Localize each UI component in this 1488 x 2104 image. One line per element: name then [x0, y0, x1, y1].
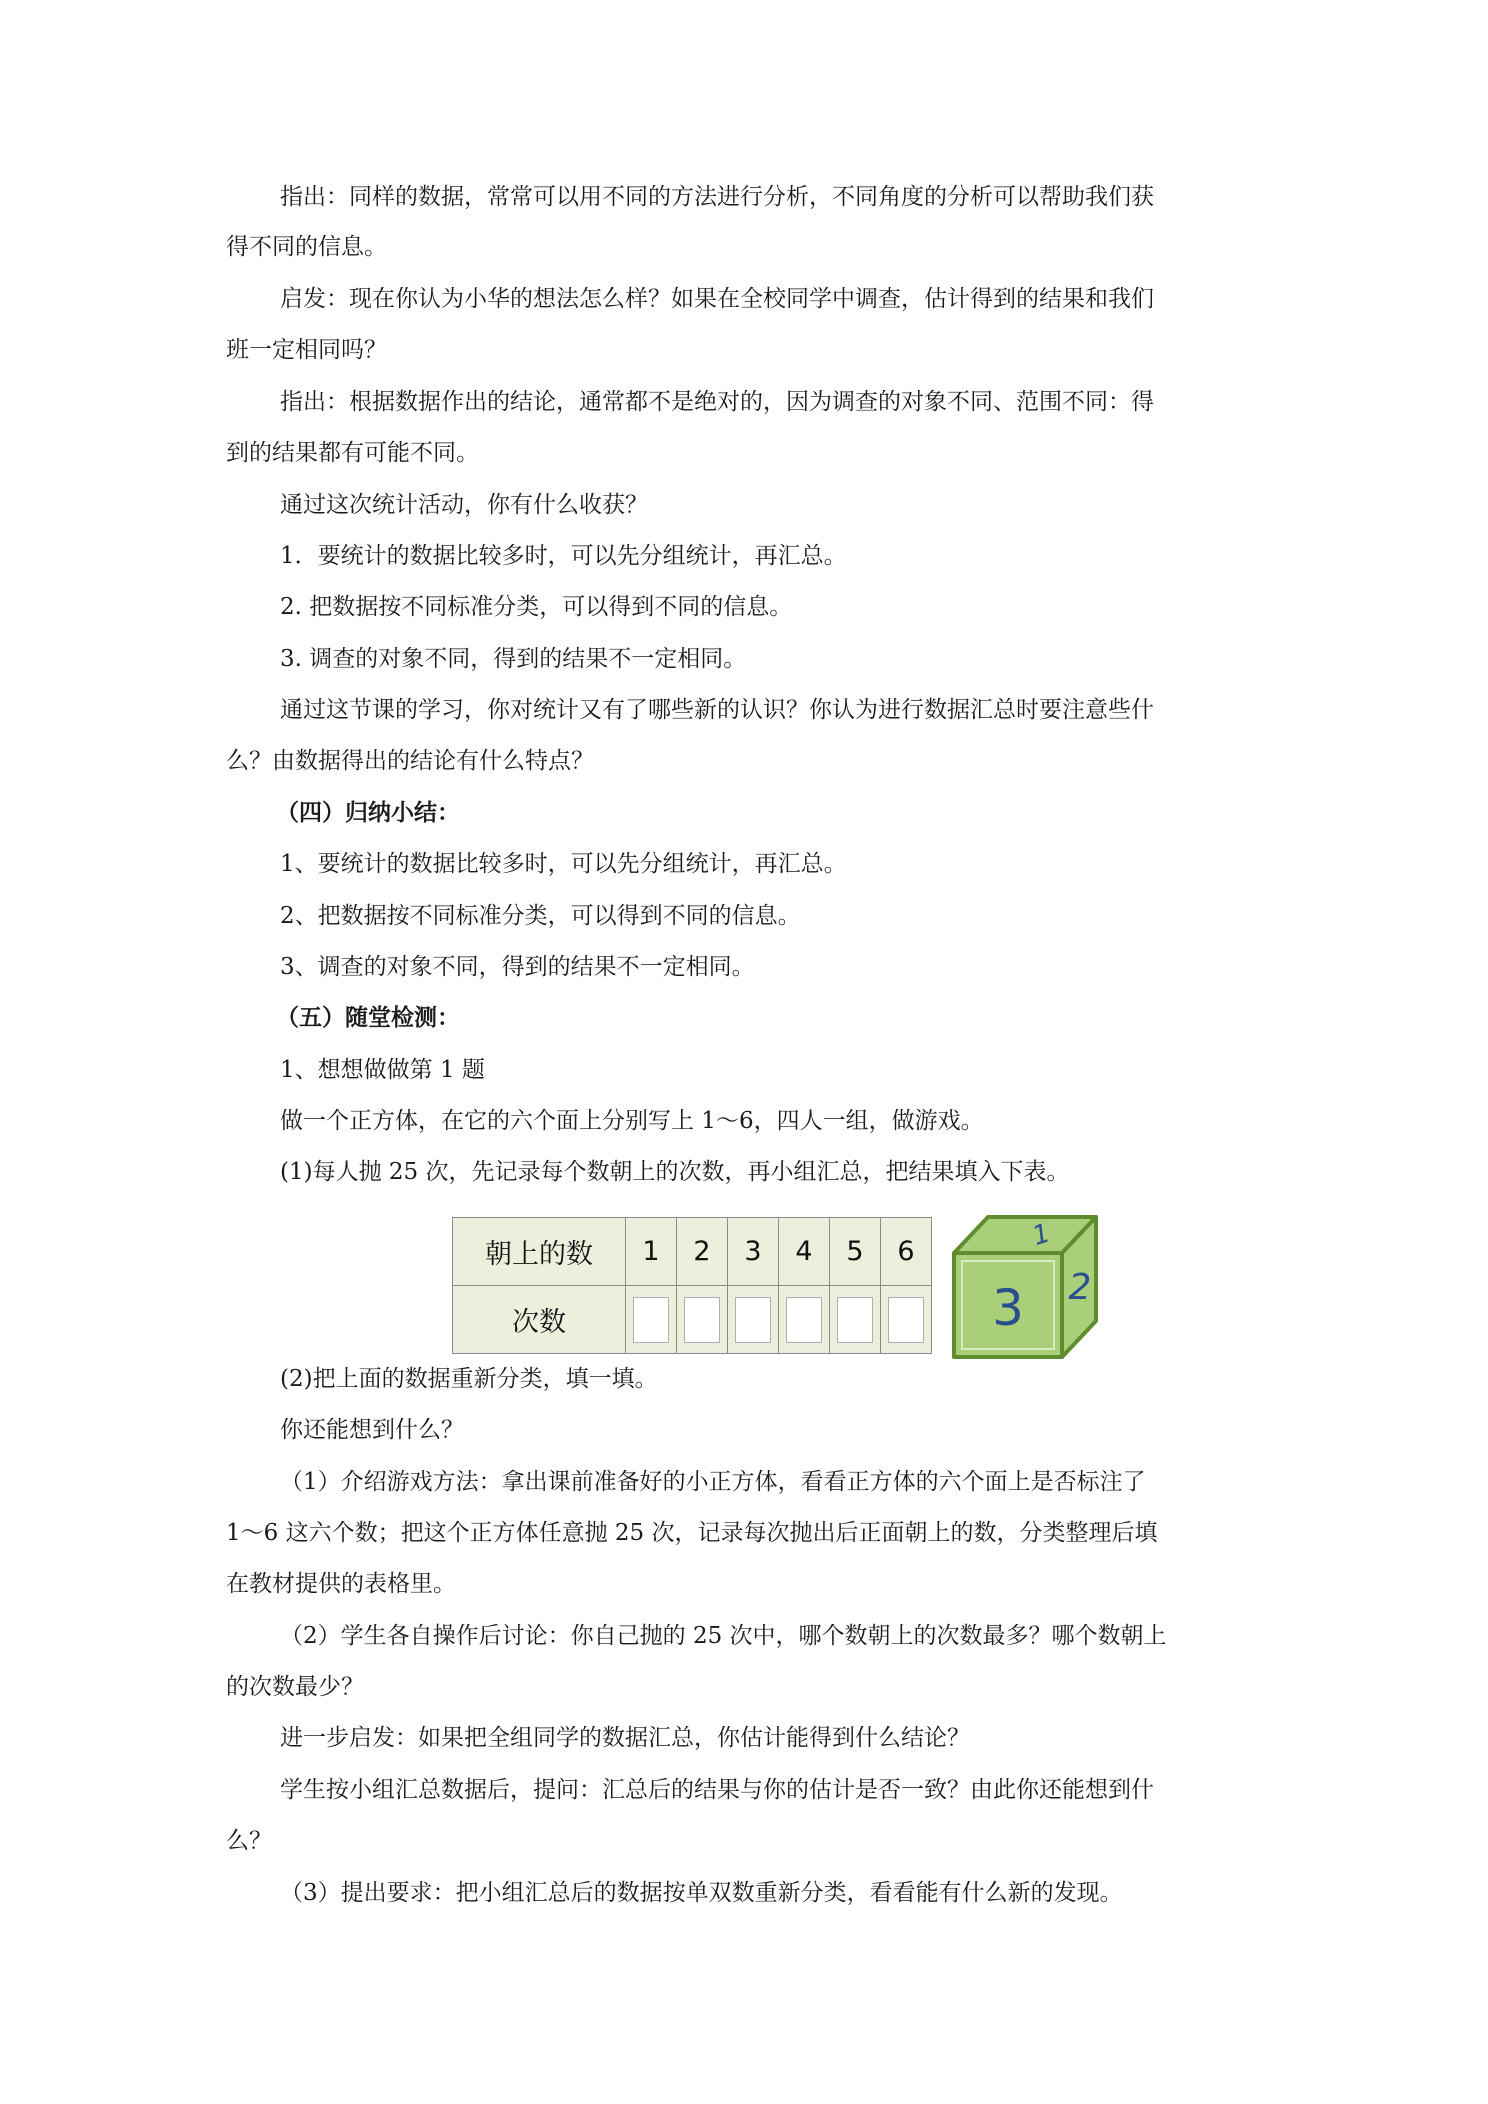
answer-box — [633, 1297, 669, 1343]
paragraph: 指出：同样的数据，常常可以用不同的方法进行分析，不同角度的分析可以帮助我们获 — [280, 184, 1154, 210]
table-cell-number: 2 — [677, 1218, 728, 1286]
paragraph: 启发：现在你认为小华的想法怎么样？如果在全校同学中调查，估计得到的结果和我们 — [280, 286, 1154, 312]
answer-box — [735, 1297, 771, 1343]
paragraph: 指出：根据数据作出的结论，通常都不是绝对的，因为调查的对象不同、范围不同：得 — [280, 389, 1154, 415]
table-cell-blank — [728, 1286, 779, 1354]
paragraph: （2）学生各自操作后讨论：你自己抛的 25 次中，哪个数朝上的次数最多？哪个数朝上 — [280, 1623, 1167, 1649]
table-cell-blank — [677, 1286, 728, 1354]
paragraph: 1～6 这六个数；把这个正方体任意抛 25 次，记录每次抛出后正面朝上的数，分类整理后填 — [226, 1520, 1158, 1546]
section-heading: （四）归纳小结： — [276, 799, 460, 826]
paragraph: 做一个正方体，在它的六个面上分别写上 1～6，四人一组，做游戏。 — [280, 1108, 984, 1134]
paragraph: 1、要统计的数据比较多时，可以先分组统计，再汇总。 — [280, 851, 847, 877]
paragraph: （3）提出要求：把小组汇总后的数据按单双数重新分类，看看能有什么新的发现。 — [280, 1880, 1123, 1906]
dice-cube-illustration — [952, 1213, 1102, 1363]
paragraph: 2、把数据按不同标准分类，可以得到不同的信息。 — [280, 903, 801, 929]
table-cell-number: 5 — [830, 1218, 881, 1286]
paragraph: 1．要统计的数据比较多时，可以先分组统计，再汇总。 — [280, 543, 847, 569]
table-row — [453, 1286, 932, 1354]
paragraph: 2. 把数据按不同标准分类，可以得到不同的信息。 — [280, 594, 793, 620]
paragraph: 3、调查的对象不同，得到的结果不一定相同。 — [280, 954, 755, 980]
table-cell-number: 1 — [626, 1218, 677, 1286]
paragraph: (2)把上面的数据重新分类，填一填。 — [280, 1366, 658, 1392]
table-row-label: 次数 — [453, 1286, 626, 1354]
table-cell-blank — [830, 1286, 881, 1354]
paragraph: 3. 调查的对象不同，得到的结果不一定相同。 — [280, 646, 747, 672]
cube-front-number: 3 — [992, 1279, 1024, 1337]
paragraph: 的次数最少？ — [226, 1674, 364, 1700]
table-cell-number: 6 — [881, 1218, 932, 1286]
cube-side-number: 2 — [1068, 1267, 1092, 1308]
table-header-label: 朝上的数 — [453, 1218, 626, 1286]
answer-box — [684, 1297, 720, 1343]
paragraph: 你还能想到什么？ — [280, 1417, 464, 1443]
paragraph: 进一步启发：如果把全组同学的数据汇总，你估计能得到什么结论？ — [280, 1725, 970, 1751]
dice-count-table — [452, 1217, 932, 1354]
table-cell-blank — [779, 1286, 830, 1354]
table-cell-blank — [626, 1286, 677, 1354]
paragraph: （1）介绍游戏方法：拿出课前准备好的小正方体，看看正方体的六个面上是否标注了 — [280, 1469, 1146, 1495]
answer-box — [837, 1297, 873, 1343]
table-cell-number: 3 — [728, 1218, 779, 1286]
table-row — [453, 1218, 932, 1286]
cube-top-number: 1 — [1028, 1218, 1054, 1252]
paragraph: 到的结果都有可能不同。 — [226, 440, 479, 466]
paragraph: 通过这次统计活动，你有什么收获？ — [280, 492, 648, 518]
paragraph: 学生按小组汇总数据后，提问：汇总后的结果与你的估计是否一致？由此你还能想到什 — [280, 1777, 1154, 1803]
paragraph: 通过这节课的学习，你对统计又有了哪些新的认识？你认为进行数据汇总时要注意些什 — [280, 697, 1154, 723]
answer-box — [888, 1297, 924, 1343]
paragraph: 在教材提供的表格里。 — [226, 1571, 456, 1597]
paragraph: 1、想想做做第 1 题 — [280, 1057, 485, 1083]
section-heading: （五）随堂检测： — [276, 1004, 460, 1031]
answer-box — [786, 1297, 822, 1343]
table-cell-number: 4 — [779, 1218, 830, 1286]
paragraph: 么？ — [226, 1828, 272, 1854]
paragraph: 么？由数据得出的结论有什么特点？ — [226, 748, 594, 774]
paragraph: 班一定相同吗？ — [226, 337, 387, 363]
paragraph: 得不同的信息。 — [226, 234, 387, 260]
table-cell-blank — [881, 1286, 932, 1354]
paragraph: (1)每人抛 25 次，先记录每个数朝上的次数，再小组汇总，把结果填入下表。 — [280, 1159, 1070, 1185]
